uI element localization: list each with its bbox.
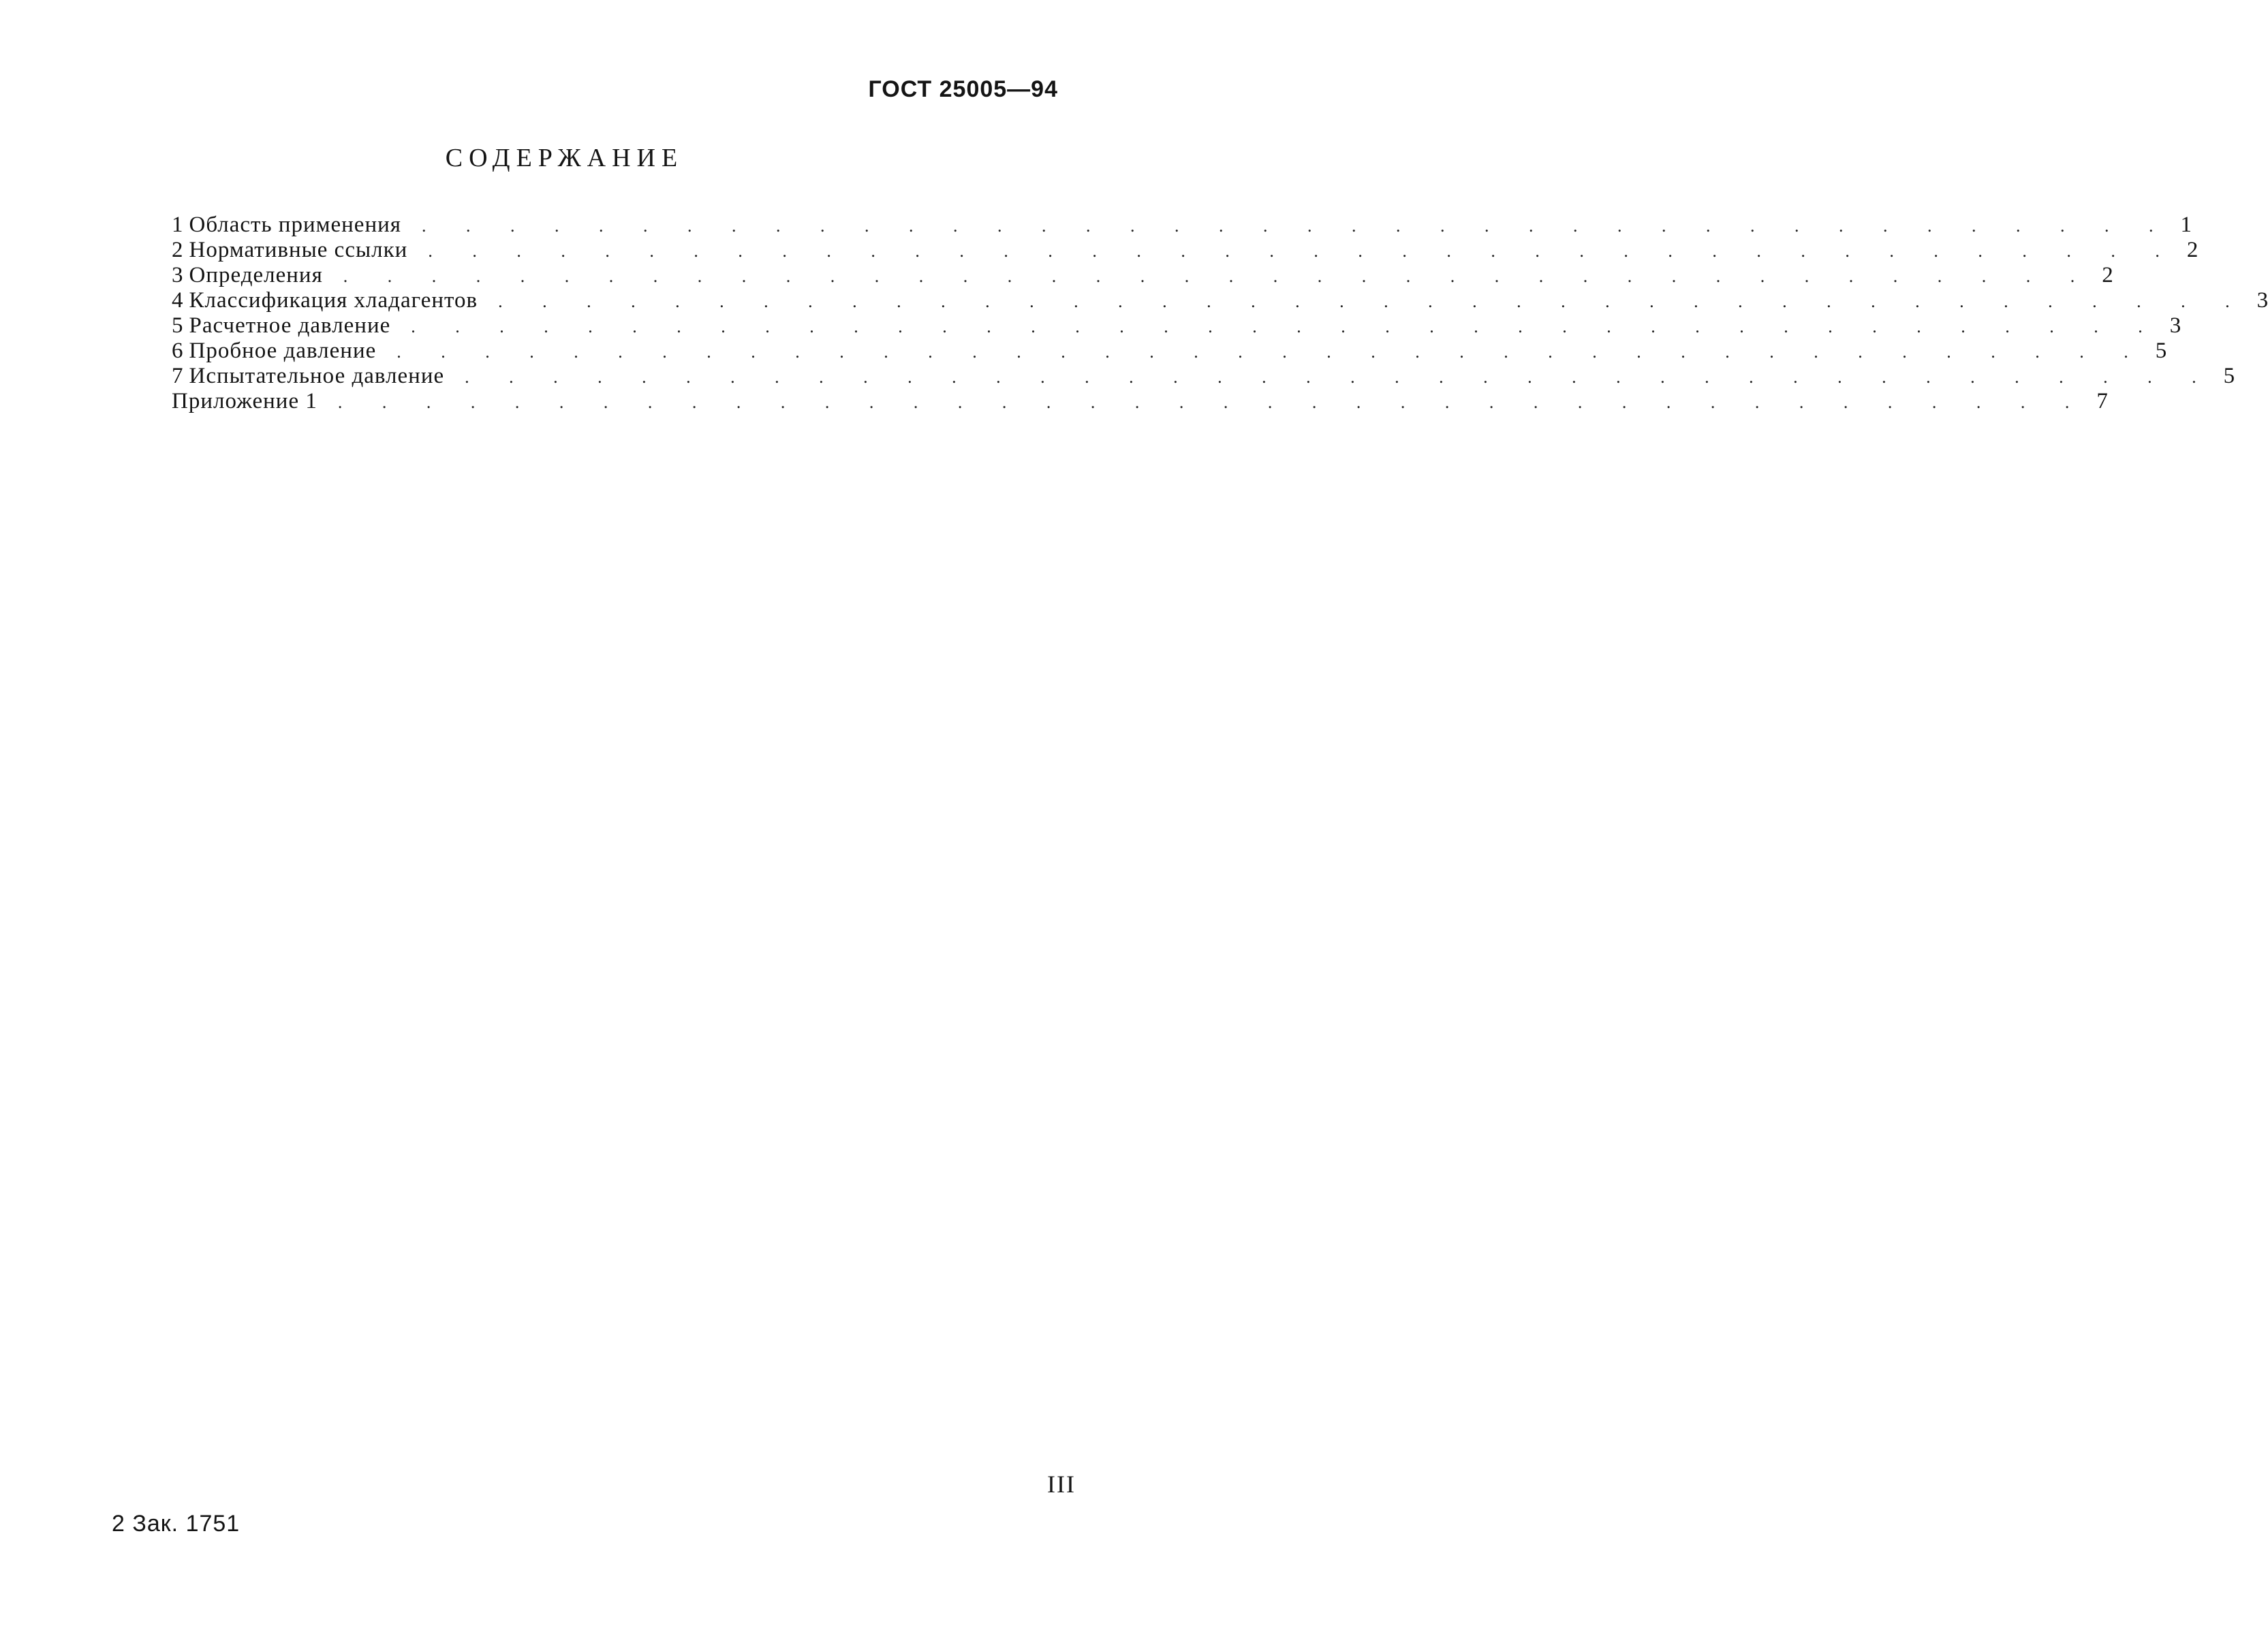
toc-entry[interactable] xyxy=(172,238,2199,263)
toc-entry-number: 4 xyxy=(172,288,184,313)
print-order-mark: 2 Зак. 1751 xyxy=(112,1511,240,1537)
toc-entry-number: 5 xyxy=(172,313,184,338)
dot-leader: . . . . . . . . . . . . . . . . . . . . . . . . . . . . . . . . . . . . . . . . xyxy=(465,367,2214,387)
toc-entry-page: 3 xyxy=(2169,313,2181,338)
toc-entry-title: Классификация хладагентов xyxy=(189,288,478,313)
toc-entry[interactable] xyxy=(172,263,2113,288)
toc-entry-label xyxy=(172,263,323,288)
toc-entry-page: 1 xyxy=(2180,213,2192,237)
dot-leader: . . . . . . . . . . . . . . . . . . . . . . . . . . . . . . . . . . . . . . . . xyxy=(421,216,2171,236)
dot-leader: . . . . . . . . . . . . . . . . . . . . . . . . . . . . . . . . . . . . . . . . xyxy=(411,317,2160,336)
toc-entry-number: 3 xyxy=(172,263,184,287)
toc-entry[interactable] xyxy=(172,213,2192,238)
toc-entry[interactable] xyxy=(172,313,2181,339)
toc-entry-page: 5 xyxy=(2155,339,2167,363)
toc-title: СОДЕРЖАНИЕ xyxy=(445,144,684,172)
dot-leader: . . . . . . . . . . . . . . . . . . . . . . . . . . . . . . . . . . . . . . . . xyxy=(337,392,2087,412)
toc-entry-title: Приложение 1 xyxy=(172,389,317,413)
dot-leader: . . . . . . . . . . . . . . . . . . . . . . . . . . . . . . . . . . . . . . . . xyxy=(498,292,2248,311)
toc-entry-label xyxy=(172,213,401,238)
toc-entry-appendix[interactable] xyxy=(172,389,2108,414)
table-of-contents xyxy=(172,213,2268,414)
toc-entry-label xyxy=(172,339,376,364)
toc-entry-label xyxy=(172,288,478,313)
toc-entry-label xyxy=(172,364,444,389)
dot-leader: . . . . . . . . . . . . . . . . . . . . . . . . . . . . . . . . . . . . . . . . xyxy=(428,241,2177,261)
dot-leader: . . . . . . . . . . . . . . . . . . . . . . . . . . . . . . . . . . . . . . . . xyxy=(397,342,2146,362)
toc-entry-page: 2 xyxy=(2186,238,2199,262)
toc-entry-label xyxy=(172,313,390,339)
toc-entry-number: 2 xyxy=(172,238,184,262)
toc-entry-title: Расчетное давление xyxy=(189,313,391,338)
toc-entry-number: 1 xyxy=(172,213,184,237)
toc-entry-title: Пробное давление xyxy=(189,339,377,363)
toc-entry[interactable] xyxy=(172,364,2235,389)
dot-leader: . . . . . . . . . . . . . . . . . . . . . . . . . . . . . . . . . . . . . . . . xyxy=(343,266,2093,286)
toc-entry-title: Нормативные ссылки xyxy=(189,238,408,262)
toc-entry-label xyxy=(172,389,317,414)
toc-entry[interactable] xyxy=(172,288,2268,313)
toc-entry-title: Область применения xyxy=(189,213,401,237)
document-code: ГОСТ 25005—94 xyxy=(868,76,1058,102)
toc-entry-number: 7 xyxy=(172,364,184,388)
toc-entry-title: Определения xyxy=(189,263,323,287)
toc-entry-page: 5 xyxy=(2223,364,2235,388)
toc-entry-page: 7 xyxy=(2096,389,2108,413)
toc-entry-number: 6 xyxy=(172,339,184,363)
toc-entry-label xyxy=(172,238,407,263)
toc-entry-page: 2 xyxy=(2102,263,2113,287)
toc-entry[interactable] xyxy=(172,339,2167,364)
toc-entry-page: 3 xyxy=(2256,288,2268,313)
page-number: III xyxy=(1047,1471,1076,1498)
toc-entry-title: Испытательное давление xyxy=(189,364,445,388)
